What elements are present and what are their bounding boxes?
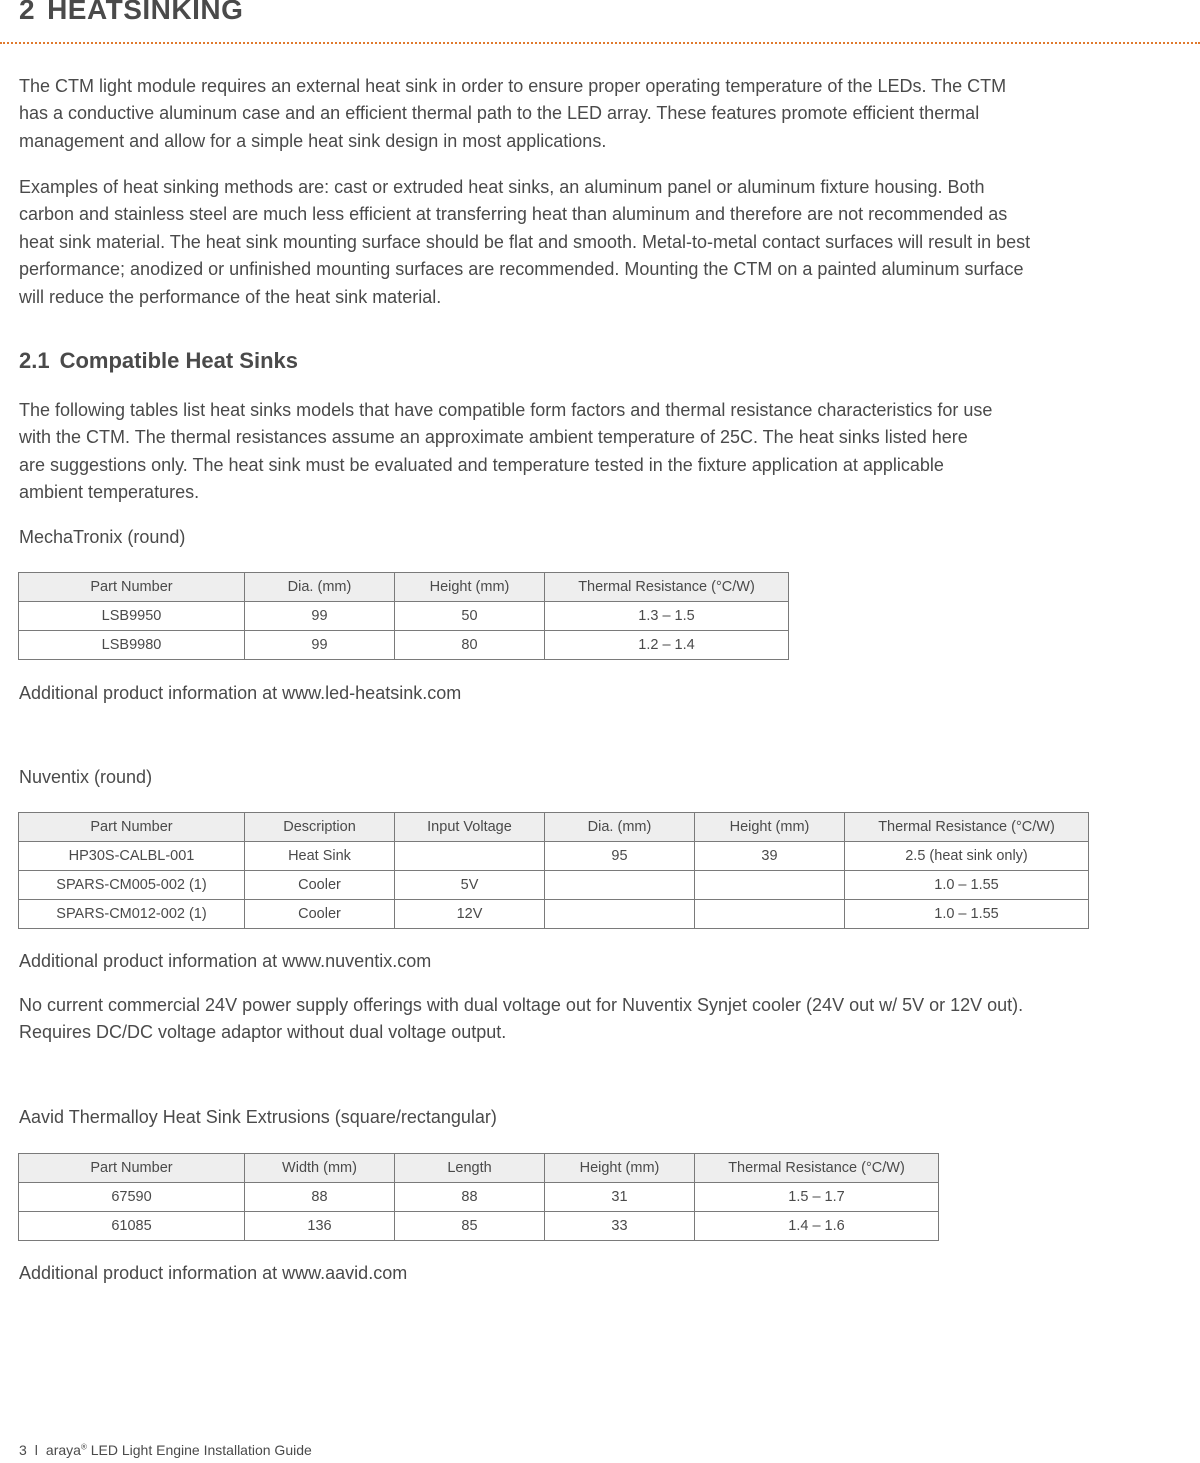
registered-mark: ®: [80, 1442, 87, 1452]
table-cell: 61085: [19, 1212, 245, 1241]
intro-paragraph-1: [19, 73, 1006, 155]
column-header: Thermal Resistance (°C/W): [695, 1154, 939, 1183]
column-header: Dia. (mm): [545, 813, 695, 842]
column-header: Dia. (mm): [245, 573, 395, 602]
text-line: performance; anodized or unfinished mounting surfaces are recommended. Mounting the CTM on a painted aluminum surface: [19, 259, 1024, 280]
text-line: will reduce the performance of the heat sink material.: [19, 286, 442, 307]
table-cell: 85: [395, 1212, 545, 1241]
table-cell: 1.4 – 1.6: [695, 1212, 939, 1241]
page-footer: [19, 1442, 312, 1458]
column-header: Height (mm): [545, 1154, 695, 1183]
section-title: HEATSINKING: [47, 0, 244, 25]
column-header: Width (mm): [245, 1154, 395, 1183]
text-line: Requires DC/DC voltage adaptor without dual voltage output.: [19, 1022, 507, 1043]
table-cell: [545, 871, 695, 900]
footer-brand: araya: [45, 1442, 81, 1458]
table-cell: [695, 900, 845, 929]
table-cell: LSB9950: [19, 602, 245, 631]
table-cell: 80: [395, 631, 545, 660]
text-line: heat sink material. The heat sink mounting surface should be flat and smooth. Metal-to-metal contact surfaces will result in best: [19, 231, 1031, 252]
table-cell: 88: [395, 1183, 545, 1212]
page-number: 3: [19, 1442, 27, 1458]
text-line: The following tables list heat sinks models that have compatible form factors and thermal resistance characteristics for use: [19, 400, 993, 420]
nuventix-table: [18, 812, 1089, 929]
column-header: Length: [395, 1154, 545, 1183]
mechatronix-table: [18, 572, 789, 660]
table-cell: 12V: [395, 900, 545, 929]
footer-separator: l: [34, 1442, 38, 1458]
text-line: No current commercial 24V power supply offerings with dual voltage out for Nuventix Synjet cooler (24V out w/ 5V or 12V out).: [19, 995, 1024, 1015]
section-heading: [19, 0, 243, 26]
text-line: has a conductive aluminum case and an efficient thermal path to the LED array. These features promote efficient thermal: [19, 103, 980, 124]
table-cell: 1.2 – 1.4: [545, 631, 789, 660]
table-cell: 39: [695, 842, 845, 871]
table-row: [19, 1212, 939, 1241]
table-cell: 99: [245, 631, 395, 660]
table-cell: LSB9980: [19, 631, 245, 660]
subsection-title: Compatible Heat Sinks: [59, 348, 298, 373]
column-header: Thermal Resistance (°C/W): [845, 813, 1089, 842]
table-cell: 136: [245, 1212, 395, 1241]
table-cell: 95: [545, 842, 695, 871]
table-cell: 5V: [395, 871, 545, 900]
table-cell: 33: [545, 1212, 695, 1241]
table-row: [19, 900, 1089, 929]
table-cell: 88: [245, 1183, 395, 1212]
table-header-row: [19, 1154, 939, 1183]
column-header: Part Number: [19, 573, 245, 602]
table-cell: [545, 900, 695, 929]
table-cell: [395, 842, 545, 871]
aavid-table: [18, 1153, 939, 1241]
column-header: Height (mm): [695, 813, 845, 842]
table-cell: SPARS-CM012-002 (1): [19, 900, 245, 929]
table-row: [19, 631, 789, 660]
column-header: Input Voltage: [395, 813, 545, 842]
table-cell: 67590: [19, 1183, 245, 1212]
table-cell: 1.3 – 1.5: [545, 602, 789, 631]
text-line: with the CTM. The thermal resistances assume an approximate ambient temperature of 25C. The heat sinks listed here: [19, 427, 968, 448]
table-cell: HP30S-CALBL-001: [19, 842, 245, 871]
text-line: management and allow for a simple heat sink design in most applications.: [19, 130, 607, 151]
intro-paragraph-2: [19, 174, 1030, 311]
nuventix-caption: Nuventix (round): [19, 767, 153, 787]
subsection-paragraph: [19, 397, 992, 507]
nuventix-extra-note: [19, 992, 1023, 1047]
table-cell: 31: [545, 1183, 695, 1212]
column-header: Thermal Resistance (°C/W): [545, 573, 789, 602]
table-cell: Cooler: [245, 900, 395, 929]
text-line: are suggestions only. The heat sink must be evaluated and temperature tested in the fixture application at applicable: [19, 454, 944, 475]
mechatronix-caption: MechaTronix (round): [19, 527, 186, 547]
column-header: Height (mm): [395, 573, 545, 602]
column-header: Part Number: [19, 813, 245, 842]
footer-title: LED Light Engine Installation Guide: [90, 1442, 312, 1458]
aavid-note: Additional product information at www.aavid.com: [19, 1263, 408, 1283]
mechatronix-note: Additional product information at www.led-heatsink.com: [19, 683, 462, 703]
table-cell: 1.0 – 1.55: [845, 900, 1089, 929]
heading-divider: [0, 42, 1200, 44]
nuventix-note: Additional product information at www.nuventix.com: [19, 951, 432, 971]
table-cell: 1.0 – 1.55: [845, 871, 1089, 900]
table-cell: Heat Sink: [245, 842, 395, 871]
table-cell: 2.5 (heat sink only): [845, 842, 1089, 871]
text-line: Examples of heat sinking methods are: cast or extruded heat sinks, an aluminum panel or aluminum fixture housing. Both: [19, 177, 985, 197]
table-header-row: [19, 813, 1089, 842]
table-cell: 50: [395, 602, 545, 631]
table-header-row: [19, 573, 789, 602]
table-cell: 99: [245, 602, 395, 631]
column-header: Part Number: [19, 1154, 245, 1183]
text-line: The CTM light module requires an external heat sink in order to ensure proper operating temperature of the LEDs. The CTM: [19, 76, 1007, 96]
subsection-heading: [19, 348, 298, 374]
text-line: carbon and stainless steel are much less efficient at transferring heat than aluminum and therefore are not recommended as: [19, 204, 1008, 225]
table-row: [19, 871, 1089, 900]
table-cell: 1.5 – 1.7: [695, 1183, 939, 1212]
aavid-caption: Aavid Thermalloy Heat Sink Extrusions (square/rectangular): [19, 1107, 497, 1127]
section-number: 2: [19, 0, 36, 25]
table-row: [19, 842, 1089, 871]
table-row: [19, 602, 789, 631]
subsection-number: 2.1: [19, 348, 50, 373]
table-row: [19, 1183, 939, 1212]
text-line: ambient temperatures.: [19, 482, 200, 503]
table-cell: Cooler: [245, 871, 395, 900]
table-cell: SPARS-CM005-002 (1): [19, 871, 245, 900]
table-cell: [695, 871, 845, 900]
column-header: Description: [245, 813, 395, 842]
